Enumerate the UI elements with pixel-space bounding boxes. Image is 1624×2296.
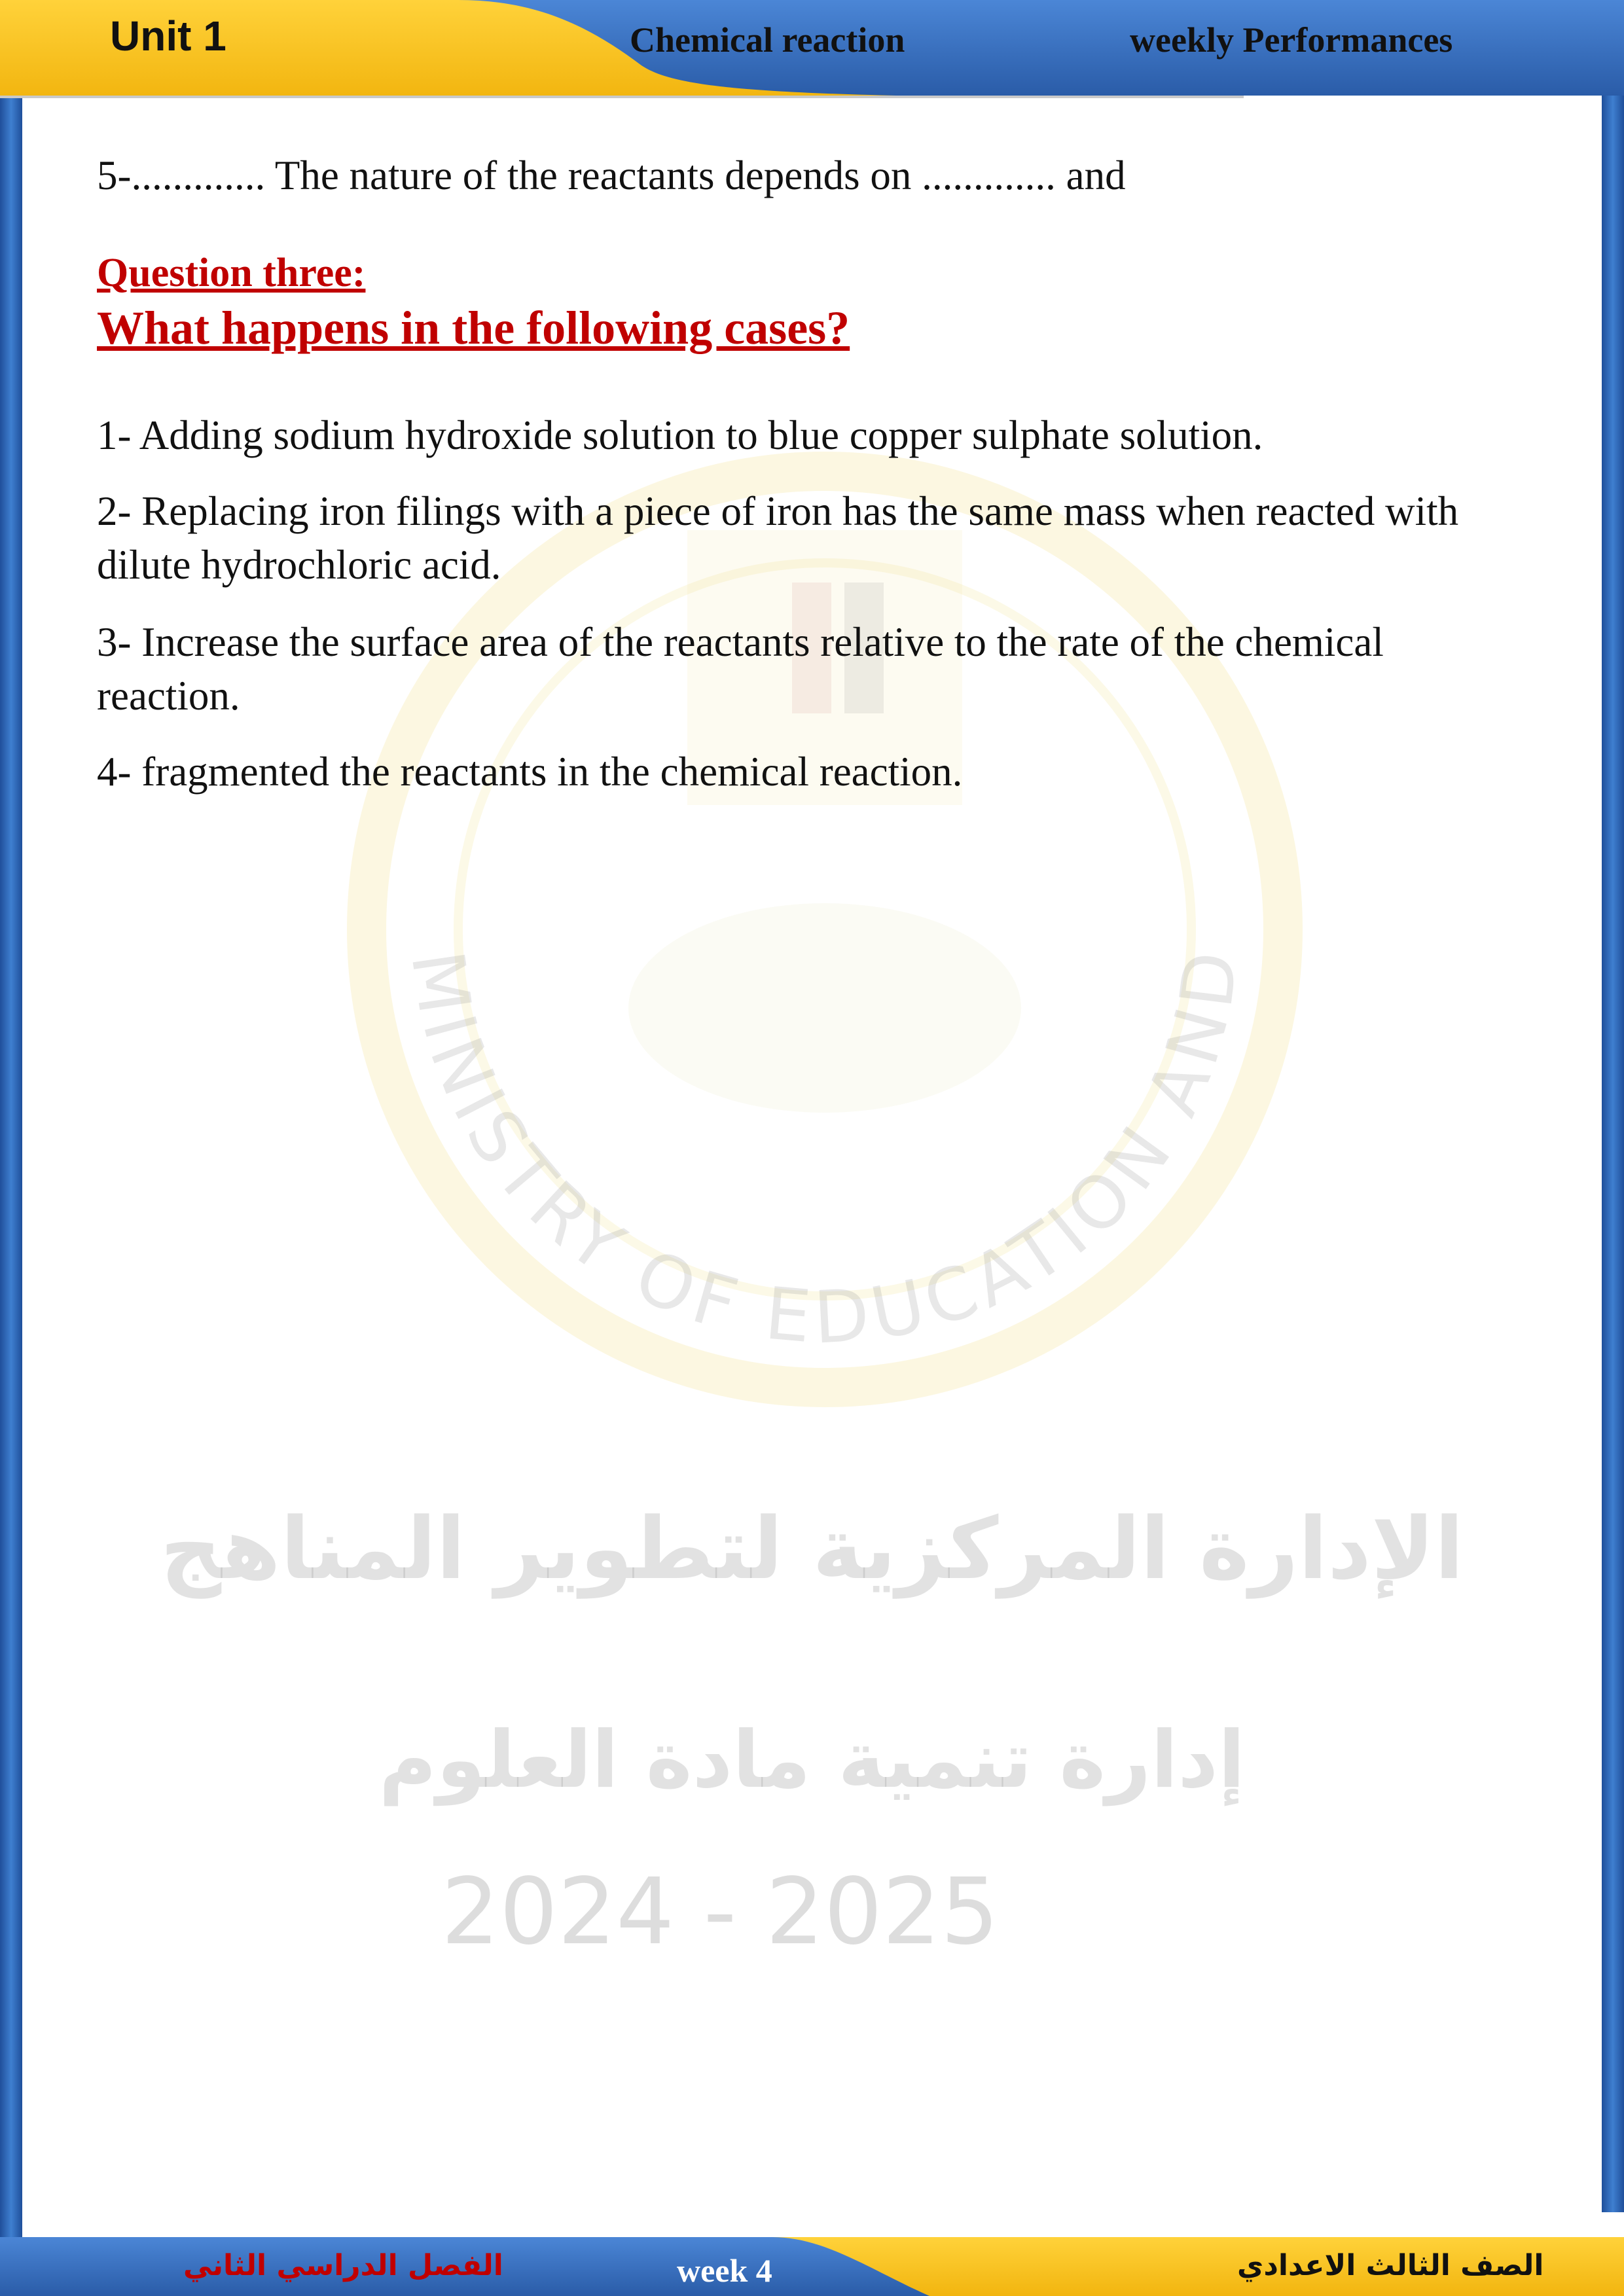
question-three-subtitle: What happens in the following cases? <box>97 302 850 354</box>
unit-title: Unit 1 <box>110 12 226 60</box>
case-item: 2- Replacing iron filings with a piece of iron has the same mass when reacted with dilute hydrochloric acid. <box>97 488 1459 588</box>
case-item: 1- Adding sodium hydroxide solution to blue copper sulphate solution. <box>97 412 1263 458</box>
case-item: 4- fragmented the reactants in the chemical reaction. <box>97 749 963 795</box>
header-series: weekly Performances <box>1130 20 1453 60</box>
case-item: 3- Increase the surface area of the reactants relative to the rate of the chemical reaction. <box>97 619 1384 719</box>
watermark-years: 2024 - 2025 <box>441 1859 1000 1965</box>
page-footer <box>0 2237 1624 2296</box>
page-header <box>0 0 1624 98</box>
watermark-arabic-line2: إدارة تنمية مادة العلوم <box>378 1715 1246 1806</box>
footer-semester: الفصل الدراسي الثاني <box>183 2249 503 2282</box>
question-five-line: 5-............. The nature of the reactants depends on ............. and <box>97 152 1126 198</box>
right-frame-bar <box>1602 92 1624 2212</box>
footer-week: week 4 <box>677 2252 772 2289</box>
question-three-title: Question three: <box>97 251 366 295</box>
svg-text:MINISTRY OF EDUCATION AND TECH: MINISTRY OF EDUCATION AND <box>395 941 1255 1360</box>
header-topic: Chemical reaction <box>630 20 905 60</box>
watermark-arabic-line1: الإدارة المركزية لتطوير المناهج <box>160 1499 1464 1598</box>
footer-grade: الصف الثالث الاعدادي <box>1237 2249 1544 2282</box>
